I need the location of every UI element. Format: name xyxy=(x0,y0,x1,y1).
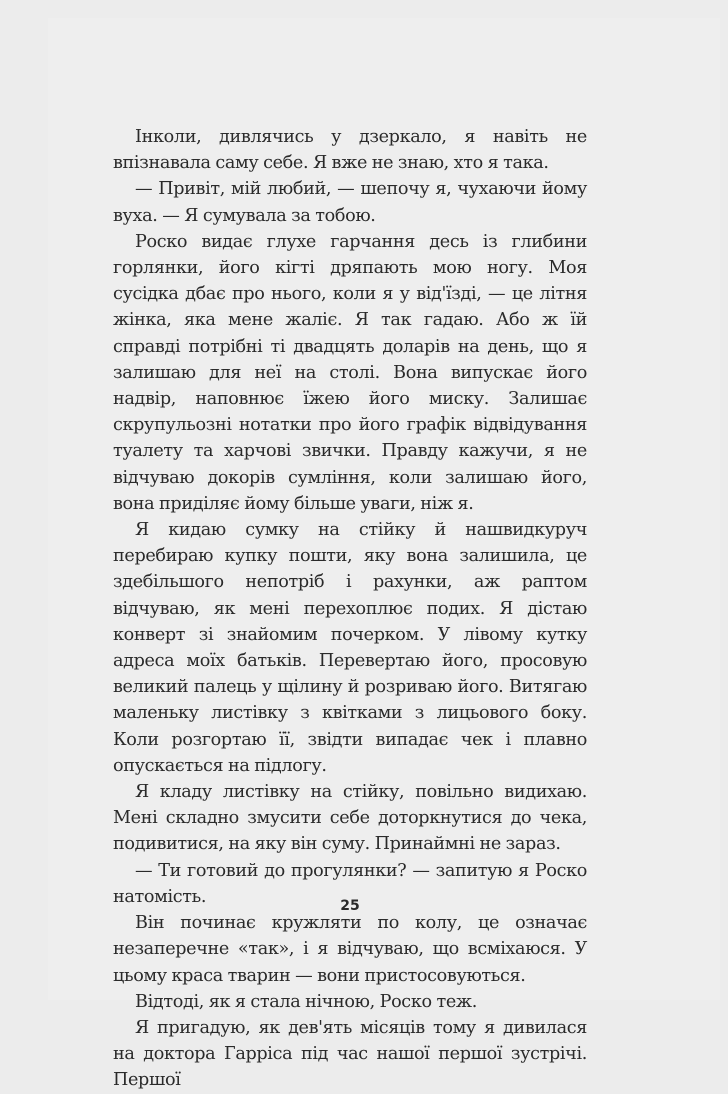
paragraph: — Ти готовий до прогулянки? — запитую я Роско натомість. xyxy=(113,860,587,907)
paragraph: — Привіт, мій любий, — шепочу я, чухаючи йому вуха. — Я сумувала за тобою. xyxy=(113,179,587,226)
book-page xyxy=(48,18,720,1091)
paragraph: Відтоді, як я стала нічною, Роско теж. xyxy=(135,991,477,1012)
body-text xyxy=(113,124,587,1094)
paragraph: Я кладу листівку на стійку, повільно видихаю. Мені складно змусити себе доторкнутися до чека, подивитися, на яку він суму. Принаймні не зараз. xyxy=(113,782,587,855)
page-number: 25 xyxy=(340,898,360,914)
paragraph: Я кидаю сумку на стійку й нашвидкуруч перебираю купку пошти, яку вона залишила, це здебільшого непотріб і рахунки, аж раптом відчуваю, як мені перехоплює подих. Я дістаю конверт зі знайомим почерком. У лівому кутку адреса моїх батьків. Перевертаю його, просовую великий палець у щілину й розриваю його. Витягаю маленьку листівку з квітками з лицьового боку. Коли розгортаю її, звідти випадає чек і плавно опускається на підлогу. xyxy=(113,520,587,776)
paragraph: Роско видає глухе гарчання десь із глибини горлянки, його кігті дряпають мою ногу. Моя сусідка дбає про нього, коли я у від'їзді, — це літня жінка, яка мене жаліє. Я так гадаю. Або ж їй справді потрібні ті двадцять доларів на день, що я залишаю для неї на столі. Вона випускає його надвір, наповнює їжею його миску. Залишає скрупульозні нотатки про його графік відвідування туалету та харчові звички. Правду кажучи, я не відчуваю докорів сумління, коли залишаю його, вона приділяє йому більше уваги, ніж я. xyxy=(113,231,587,514)
paragraph: Він починає кружляти по колу, це означає незаперечне «так», і я відчуваю, що всміхаюся. У цьому краса тварин — вони пристосовуються. xyxy=(113,913,587,986)
paragraph: Інколи, дивлячись у дзеркало, я навіть не впізнавала саму себе. Я вже не знаю, хто я така. xyxy=(113,127,587,174)
paragraph: Я пригадую, як дев'ять місяців тому я дивилася на доктора Гарріса під час нашої першої зустрічі. Першої xyxy=(113,1017,587,1091)
